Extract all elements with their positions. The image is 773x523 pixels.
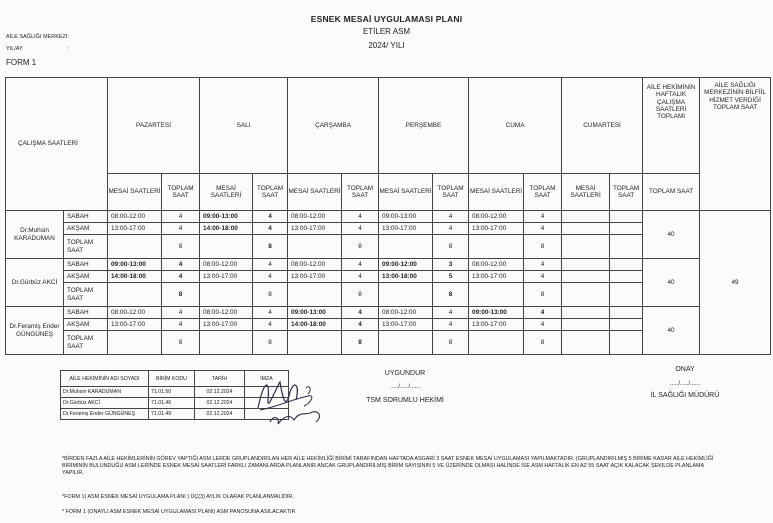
time-cell: 09:00-13:00	[288, 307, 342, 319]
hours-cell: 4	[524, 259, 562, 271]
time-cell: 13:00-17:00	[288, 271, 342, 283]
hours-cell: 4	[162, 307, 200, 319]
time-cell: 13:00-17:00	[469, 319, 524, 331]
doctor-name: Dr.Gürbüz AKCİ	[6, 259, 64, 307]
hours-cell	[610, 319, 643, 331]
total-cell	[610, 283, 643, 307]
mesai-header: MESAİ SAATLERİ	[288, 174, 342, 211]
total-cell	[379, 331, 433, 355]
sig-code: 71.01.50	[149, 387, 195, 398]
total-cell	[562, 331, 610, 355]
total-cell	[379, 283, 433, 307]
time-cell: 08:00-12:00	[200, 307, 253, 319]
shift-label: AKŞAM	[64, 223, 108, 235]
total-cell	[469, 283, 524, 307]
time-cell: 08:00-12:00	[288, 211, 342, 223]
sig-code: 71.01.46	[149, 398, 195, 409]
hours-cell: 3	[433, 259, 469, 271]
shift-label: AKŞAM	[64, 319, 108, 331]
mesai-header: MESAİ SAATLERİ	[200, 174, 253, 211]
hours-cell: 4	[253, 307, 288, 319]
toplam-header: TOPLAM SAAT	[162, 174, 200, 211]
total-cell: 8	[253, 331, 288, 355]
toplam-header: TOPLAM SAAT	[524, 174, 562, 211]
uygundur-date: ...../...../......	[389, 384, 420, 390]
hours-cell: 4	[253, 319, 288, 331]
total-cell	[200, 235, 253, 259]
shift-label: SABAH	[64, 211, 108, 223]
weekly-total-header: AİLE HEKİMİNİN HAFTALIK ÇALIŞMA SAATLERİ TOPLAMI	[643, 78, 700, 174]
toplam-header: TOPLAM SAAT	[253, 174, 288, 211]
shift-label: SABAH	[64, 259, 108, 271]
total-cell	[108, 283, 162, 307]
time-cell: 13:00-17:00	[469, 271, 524, 283]
weekly-total-sub-header: TOPLAM SAAT	[643, 174, 700, 211]
hours-cell	[610, 223, 643, 235]
shift-label: TOPLAM SAAT	[64, 331, 108, 355]
time-cell: 09:00-13:00	[469, 307, 524, 319]
time-cell: 08:00-12:00	[469, 211, 524, 223]
handwritten-signature	[250, 370, 340, 430]
uygundur-label: UYGUNDUR	[384, 370, 426, 377]
hours-cell: 4	[162, 271, 200, 283]
sig-header: AİLE HEKİMİNİN ADI SOYADI	[61, 371, 149, 387]
hours-cell: 4	[342, 319, 379, 331]
shift-label: TOPLAM SAAT	[64, 235, 108, 259]
mesai-header: MESAİ SAATLERİ	[379, 174, 433, 211]
sig-doctor: Dr.Muhsin KARADUMAN	[61, 387, 149, 398]
time-cell: 13:00-17:00	[288, 223, 342, 235]
total-cell	[200, 283, 253, 307]
hours-cell	[610, 307, 643, 319]
shift-label: TOPLAM SAAT	[64, 283, 108, 307]
hours-cell: 4	[524, 271, 562, 283]
time-cell: 13:00-17:00	[200, 271, 253, 283]
total-cell: 8	[253, 235, 288, 259]
time-cell: 14:00-18:00	[288, 319, 342, 331]
total-cell	[610, 235, 643, 259]
total-cell	[469, 331, 524, 355]
day-header: PERŞEMBE	[379, 78, 469, 174]
total-cell	[288, 235, 342, 259]
hours-cell: 4	[162, 319, 200, 331]
hours-cell: 4	[433, 307, 469, 319]
hours-cell	[610, 259, 643, 271]
total-cell: 8	[433, 331, 469, 355]
column-label: ÇALIŞMA SAATLERİ	[6, 78, 108, 211]
time-cell: 13:00-17:00	[469, 223, 524, 235]
note-3: * FORM 1 (ONAYLI ASM ESNEK MESAİ UYGULAMASI PLANI) ASM PANOSUNA ASILACAKTIR	[62, 509, 296, 515]
total-cell	[469, 235, 524, 259]
total-cell: 8	[524, 235, 562, 259]
onay-date: ...../...../......	[669, 381, 700, 387]
toplam-header: TOPLAM SAAT	[342, 174, 379, 211]
time-cell: 09:00-13:00	[200, 211, 253, 223]
hours-cell: 4	[342, 259, 379, 271]
mesai-header: MESAİ SAATLERİ	[562, 174, 610, 211]
total-cell: 8	[433, 283, 469, 307]
sig-doctor: Dr.Feramiş Ender GÜNGÜNEŞ	[61, 409, 149, 420]
day-header: ÇARŞAMBA	[288, 78, 379, 174]
doctor-name: Dr.Feramiş Ender GÜNGÜNEŞ	[6, 307, 64, 355]
sig-code: 71.01.49	[149, 409, 195, 420]
hours-cell: 4	[253, 259, 288, 271]
total-cell: 8	[342, 331, 379, 355]
sig-header: BİRİM KODU	[149, 371, 195, 387]
hours-cell	[610, 211, 643, 223]
center-total: 49	[700, 211, 771, 355]
time-cell	[562, 271, 610, 283]
time-cell: 14:00-18:00	[108, 271, 162, 283]
total-cell: 8	[162, 283, 200, 307]
center-total-header: AİLE SAĞLIĞI MERKEZİNİN BİLFİİL HİZMET VERDİĞİ TOPLAM SAAT	[700, 78, 771, 211]
time-cell: 08:00-12:00	[288, 259, 342, 271]
note-1: *BİRDEN FAZLA AİLE HEKİMLERİNİN GÖREV YAPTIĞI ASM LERDE GRUPLANDIRILAN HER AİLE HEKİMLİĞİ BİRİMİ TARAFINDAN HAFTADA ASGARİ 3 SAAT ESNEK MESAİ UYGULAMASI YAPILMAKTADIR. (GRUPLANDIRILMIŞ 5 BİRİME KADAR AİLE HEKİMLİĞİ BİRİMİNİN BULUNDUĞU ASM LERİNDE ESNEK MESAİ SAATLERİ FARKLI ZAMANLARDA PLANLANIR ANCAK GRUPLANDIRILMIŞ BİRİM SAYISININ 5 VE ÜZERİNDE OLMASI HALİNDE İSE ASM HAFTALIK EN AZ 55 SAAT AÇIK KALACAK ŞEKİLDE PLANLAMA YAPILIR.	[62, 456, 714, 477]
time-cell: 08:00-12:00	[379, 307, 433, 319]
total-cell	[108, 331, 162, 355]
toplam-header: TOPLAM SAAT	[433, 174, 469, 211]
total-cell: 8	[342, 235, 379, 259]
shift-label: AKŞAM	[64, 271, 108, 283]
mesai-header: MESAİ SAATLERİ	[108, 174, 162, 211]
year-colon: :	[68, 46, 70, 52]
time-cell: 13:00-17:00	[200, 319, 253, 331]
hours-cell: 4	[524, 211, 562, 223]
hours-cell: 4	[342, 271, 379, 283]
hours-cell: 4	[342, 223, 379, 235]
hours-cell: 4	[162, 259, 200, 271]
weekly-total: 40	[643, 211, 700, 259]
hours-cell: 4	[433, 319, 469, 331]
total-cell	[379, 235, 433, 259]
toplam-header: TOPLAM SAAT	[610, 174, 643, 211]
time-cell	[562, 211, 610, 223]
total-cell: 8	[433, 235, 469, 259]
time-cell	[562, 307, 610, 319]
total-cell	[562, 283, 610, 307]
sig-date: 02.12.2024	[195, 398, 245, 409]
schedule-table	[5, 77, 771, 355]
time-cell: 13:00-18:00	[379, 271, 433, 283]
shift-label: SABAH	[64, 307, 108, 319]
hours-cell	[610, 271, 643, 283]
sig-date: 02.12.2024	[195, 409, 245, 420]
time-cell: 08:00-12:00	[108, 307, 162, 319]
time-cell: 13:00-17:00	[108, 319, 162, 331]
weekly-total: 40	[643, 307, 700, 355]
total-cell	[610, 331, 643, 355]
time-cell: 09:00-13:00	[108, 259, 162, 271]
hours-cell: 4	[253, 223, 288, 235]
sig-date: 02.12.2024	[195, 387, 245, 398]
total-cell	[562, 235, 610, 259]
time-cell	[562, 319, 610, 331]
onay-label: ONAY	[675, 366, 695, 373]
sig-header: İMZA	[245, 371, 289, 387]
hours-cell: 4	[524, 319, 562, 331]
time-cell	[562, 223, 610, 235]
hours-cell: 5	[433, 271, 469, 283]
time-cell	[562, 259, 610, 271]
hours-cell: 4	[433, 211, 469, 223]
day-header: SALI	[200, 78, 288, 174]
total-cell: 8	[524, 283, 562, 307]
hours-cell: 4	[342, 211, 379, 223]
total-cell: 8	[342, 283, 379, 307]
note-2: *FORM 1( ASM ESNEK MESAİ UYGULAMA PLANI ) ÜÇ(3) AYLIK OLARAK PLANLANMALIDIR.	[62, 494, 294, 500]
total-cell: 8	[162, 235, 200, 259]
time-cell: 13:00-17:00	[108, 223, 162, 235]
mesai-header: MESAİ SAATLERİ	[469, 174, 524, 211]
hours-cell: 4	[524, 307, 562, 319]
asm-name: ETİLER ASM	[362, 27, 411, 36]
time-cell: 13:00-17:00	[379, 319, 433, 331]
hours-cell: 4	[342, 307, 379, 319]
total-cell: 8	[162, 331, 200, 355]
sig-header: TARİH	[195, 371, 245, 387]
total-cell	[108, 235, 162, 259]
hours-cell: 4	[162, 211, 200, 223]
time-cell: 09:00-12:00	[379, 259, 433, 271]
total-cell	[200, 331, 253, 355]
mudur-label: İL SAĞLIĞI MÜDÜRÜ	[650, 392, 720, 399]
doctor-name: Dr.Muhsin KARADUMAN	[6, 211, 64, 259]
plan-year: 2024/ YILI	[368, 41, 405, 50]
total-cell	[288, 331, 342, 355]
time-cell: 14:00-18:00	[200, 223, 253, 235]
form-label: FORM 1	[6, 58, 37, 67]
total-cell: 8	[524, 331, 562, 355]
time-cell: 08:00-12:00	[200, 259, 253, 271]
sig-doctor: Dr.Gürbüz AKCİ	[61, 398, 149, 409]
hours-cell: 4	[162, 223, 200, 235]
total-cell	[288, 283, 342, 307]
hours-cell: 4	[253, 271, 288, 283]
time-cell: 09:00-13:00	[379, 211, 433, 223]
year-label: YIL/AY	[6, 46, 23, 52]
time-cell: 13:00-17:00	[379, 223, 433, 235]
hours-cell: 4	[253, 211, 288, 223]
time-cell: 08:00-12:00	[469, 259, 524, 271]
tsm-label: TSM SORUMLU HEKİMİ	[366, 397, 444, 404]
hours-cell: 4	[524, 223, 562, 235]
time-cell: 08:00-12:00	[108, 211, 162, 223]
center-label: AİLE SAĞLIĞI MERKEZİ:	[6, 34, 69, 40]
total-cell: 8	[253, 283, 288, 307]
day-header: CUMA	[469, 78, 562, 174]
day-header: CUMARTESİ	[562, 78, 643, 174]
page-title: ESNEK MESAİ UYGULAMASI PLANI	[310, 14, 463, 24]
weekly-total: 40	[643, 259, 700, 307]
day-header: PAZARTESİ	[108, 78, 200, 174]
hours-cell: 4	[433, 223, 469, 235]
